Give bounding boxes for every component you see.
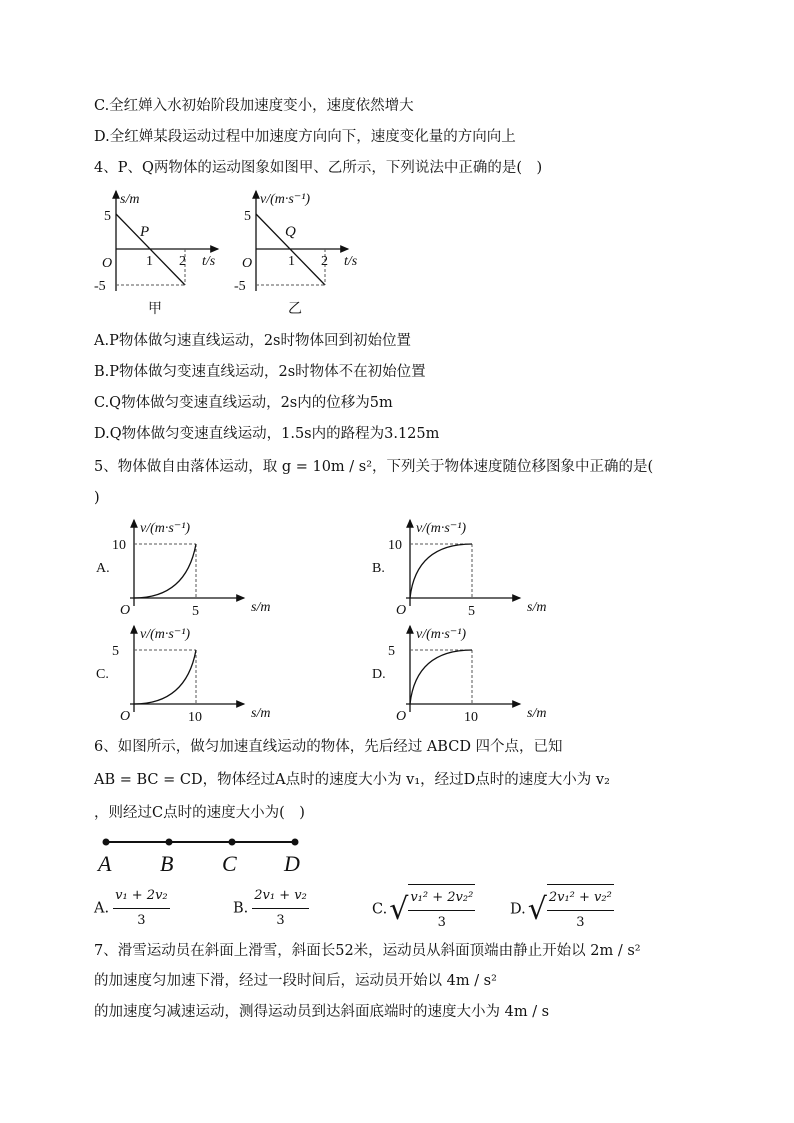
q5-letter: D. xyxy=(372,667,386,682)
q5-x-value: 10 xyxy=(188,710,202,725)
q6-question-cont: AB = BC = CD，物体经过A点时的速度大小为 v₁，经过D点时的速度大小为 v₂ xyxy=(94,772,610,788)
q4-graph-jia xyxy=(94,186,258,317)
point-c xyxy=(229,839,236,846)
label-d: D xyxy=(284,851,300,876)
q5-option-d-graph xyxy=(372,622,547,727)
q6-option-c: C.√ $\frac{\text{v₁² + 2v₂²}}{3}$ xyxy=(372,884,475,935)
yi-x1: 1 xyxy=(288,254,295,269)
q6-question-cont2: ，则经过C点时的速度大小为( ) xyxy=(94,805,305,821)
q5-letter: C. xyxy=(96,667,109,682)
q7-question-cont: 的加速度匀加速下滑，经过一段时间后，运动员开始以 4m / s² xyxy=(94,973,497,989)
yi-series: Q xyxy=(285,224,296,240)
q5-question: 5、物体做自由落体运动，取 g = 10m / s²，下列关于物体速度随位移图象中正确的是( xyxy=(94,459,654,475)
q6-option-d: D.√ $\frac{\text{2v₁² + v₂²}}{3}$ xyxy=(510,884,614,935)
q6-question: 6、如图所示，做匀加速直线运动的物体，先后经过 ABCD 四个点，已知 xyxy=(94,739,563,755)
q4-graph-yi xyxy=(234,186,418,317)
q5-xlabel: s/m xyxy=(251,600,271,615)
q5-y-value: 10 xyxy=(388,538,402,553)
yi-ytop: 5 xyxy=(244,209,251,224)
q5-x-value: 5 xyxy=(468,604,475,619)
yi-ybottom: -5 xyxy=(234,279,246,294)
q5-y-value: 10 xyxy=(112,538,126,553)
jia-xlabel: t/s xyxy=(202,254,216,269)
jia-ylabel: s/m xyxy=(120,192,140,207)
q5-letter: B. xyxy=(372,561,385,576)
q4-option-a: A.P物体做匀速直线运动，2s时物体回到初始位置 xyxy=(94,333,412,349)
q3-option-c: C.全红婵入水初始阶段加速度变小，速度依然增大 xyxy=(94,98,414,114)
q6-option-a: A. $\frac{\text{v₁ + 2v₂}}{3}$ xyxy=(94,884,170,933)
q7-question: 7、滑雪运动员在斜面上滑雪，斜面长52米，运动员从斜面顶端由静止开始以 2m / s² xyxy=(94,943,641,959)
q5-y-value: 5 xyxy=(388,644,395,659)
point-d xyxy=(292,839,299,846)
q5-x-value: 10 xyxy=(464,710,478,725)
q5-origin: O xyxy=(120,603,131,618)
jia-ytop: 5 xyxy=(104,209,111,224)
q5-xlabel: s/m xyxy=(527,600,547,615)
yi-ylabel: v/(m·s⁻¹) xyxy=(260,192,311,207)
q4-option-c: C.Q物体做匀变速直线运动，2s内的位移为5m xyxy=(94,395,393,411)
q5-ylabel: v/(m·s⁻¹) xyxy=(140,627,191,642)
yi-caption: 乙 xyxy=(288,302,302,317)
q5-option-b-graph xyxy=(372,516,547,621)
q4-question: 4、P、Q两物体的运动图象如图甲、乙所示，下列说法中正确的是( ) xyxy=(94,160,543,176)
jia-origin: O xyxy=(102,256,113,271)
label-a: A xyxy=(98,851,112,876)
q4-option-d: D.Q物体做匀变速直线运动，1.5s内的路程为3.125m xyxy=(94,426,440,442)
q5-xlabel: s/m xyxy=(251,706,271,721)
jia-caption: 甲 xyxy=(148,302,162,317)
jia-ybottom: -5 xyxy=(94,279,106,294)
jia-x1: 1 xyxy=(146,254,153,269)
jia-x2: 2 xyxy=(179,254,186,269)
yi-origin: O xyxy=(242,256,253,271)
q5-x-value: 5 xyxy=(192,604,199,619)
yi-xlabel: t/s xyxy=(344,254,358,269)
q5-origin: O xyxy=(396,603,407,618)
q5-y-value: 5 xyxy=(112,644,119,659)
q5-origin: O xyxy=(396,709,407,724)
point-a xyxy=(103,839,110,846)
q6-option-b: B. $\frac{\text{2v₁ + v₂}}{3}$ xyxy=(233,884,309,933)
yi-x2: 2 xyxy=(321,254,328,269)
q5-option-c-graph xyxy=(96,622,271,727)
q5-letter: A. xyxy=(96,561,110,576)
q5-ylabel: v/(m·s⁻¹) xyxy=(416,521,467,536)
q5-origin: O xyxy=(120,709,131,724)
q5-question-cont: ) xyxy=(94,490,100,506)
q5-xlabel: s/m xyxy=(527,706,547,721)
q5-ylabel: v/(m·s⁻¹) xyxy=(416,627,467,642)
q5-option-a-graph xyxy=(96,516,271,621)
label-b: B xyxy=(160,851,174,876)
q5-ylabel: v/(m·s⁻¹) xyxy=(140,521,191,536)
q7-question-cont2: 的加速度匀减速运动，测得运动员到达斜面底端时的速度大小为 4m / s xyxy=(94,1004,550,1020)
q4-option-b: B.P物体做匀变速直线运动，2s时物体不在初始位置 xyxy=(94,364,426,380)
point-b xyxy=(166,839,173,846)
jia-series: P xyxy=(140,224,150,240)
label-c: C xyxy=(222,851,237,876)
q6-diagram xyxy=(96,830,326,880)
q3-option-d: D.全红婵某段运动过程中加速度方向向下，速度变化量的方向向上 xyxy=(94,129,516,145)
